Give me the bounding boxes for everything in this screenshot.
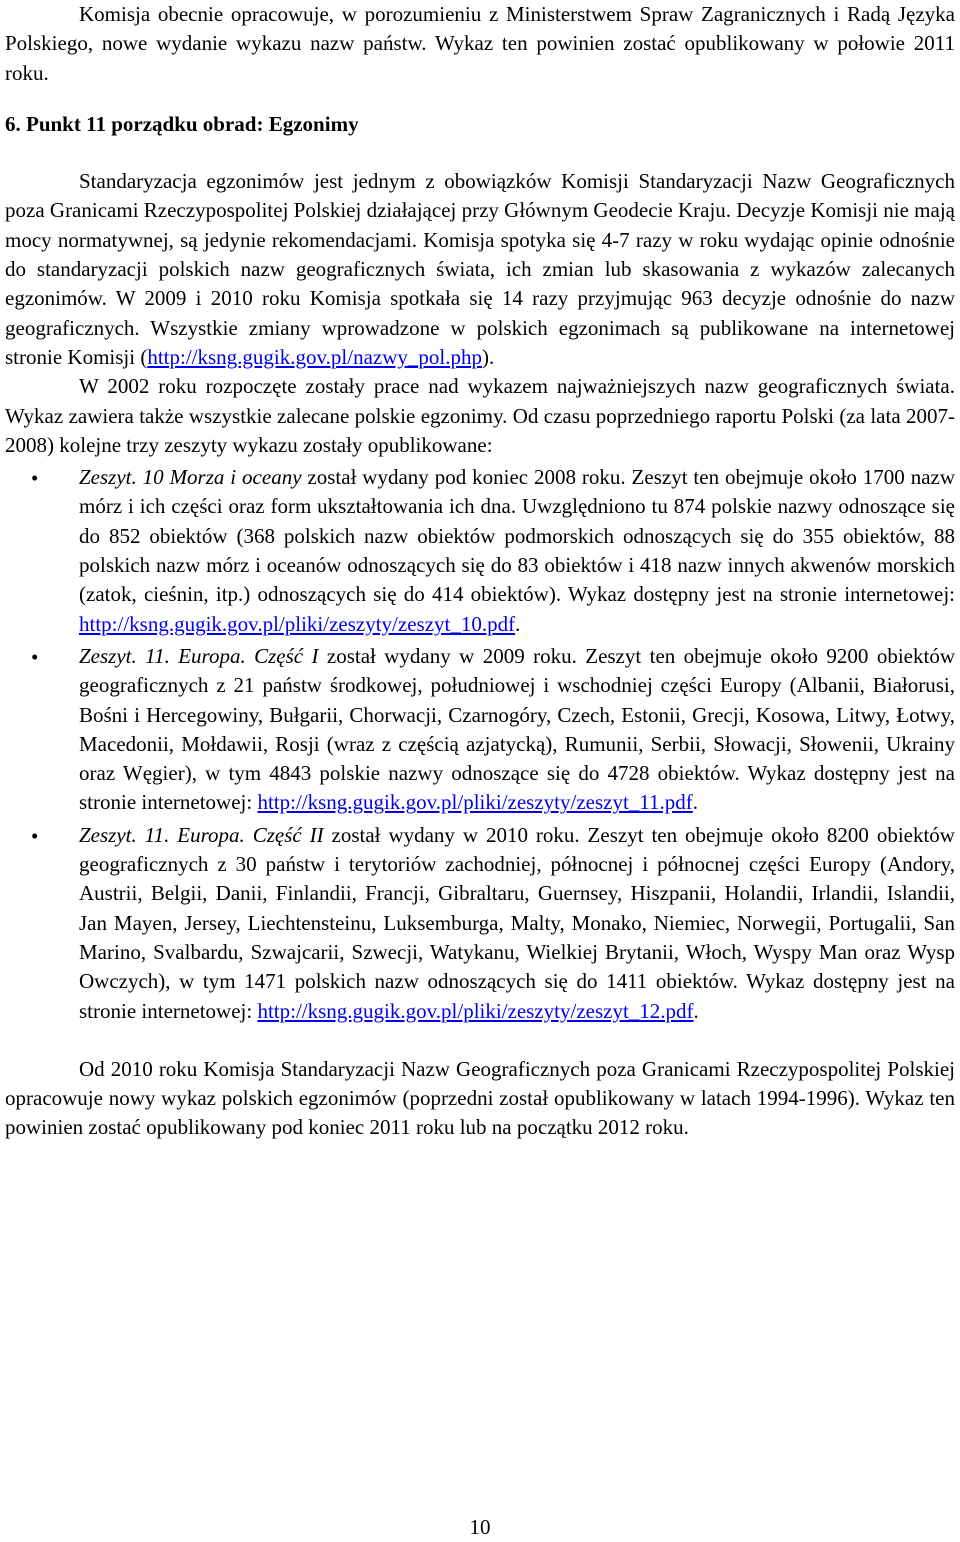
page-number: 10 (469, 1515, 491, 1539)
list-item-zeszyt-10 (5, 463, 955, 639)
paragraph-standardization (5, 167, 955, 372)
section-heading: 6. Punkt 11 porządku obrad: Egzonimy (5, 111, 359, 136)
bullet-icon: • (31, 823, 39, 848)
paragraph-text: Standaryzacja egzonimów jest jednym z obowiązków Komisji Standaryzacji Nazw Geograficznych poza Granicami Rzeczypospolitej Polskiej działającej przy Głównym Geodecie Kraju. Decyzje Komisji nie mają mocy normatywnej, są jedynie rekomendacjami. Komisja spotyka się 4-7 razy w roku wydając opinie odnośnie do standaryzacji polskich nazw geograficznych świata, ich zmian lub skasowania z wykazów zalecanych egzonimów. W 2009 i 2010 roku Komisja spotkała się 14 razy przyjmując 963 decyzje odnośnie do nazw geograficznych. Wszystkie zmiany wprowadzone w polskich egzonimach są publikowane na internetowej stronie Komisji ( (5, 169, 955, 369)
paragraph-wykaz: W 2002 roku rozpoczęte zostały prace nad wykazem najważniejszych nazw geograficznych świata. Wykaz zawiera także wszystkie zalecane polskie egzonimy. Od czasu poprzedniego raportu Polski (za lata 2007-2008) kolejne trzy zeszyty wykazu zostały opublikowane: (5, 374, 955, 457)
link-zeszyt-12[interactable]: http://ksng.gugik.gov.pl/pliki/zeszyty/zeszyt_12.pdf (257, 998, 694, 1023)
link-zeszyt-10[interactable]: http://ksng.gugik.gov.pl/pliki/zeszyty/zeszyt_10.pdf (79, 611, 516, 636)
bullet-icon: • (31, 644, 39, 669)
list-item-zeszyt-11-part-2 (5, 821, 955, 1026)
paragraph-end: ). (481, 344, 495, 369)
link-zeszyt-11[interactable]: http://ksng.gugik.gov.pl/pliki/zeszyty/zeszyt_11.pdf (257, 790, 693, 815)
item-title: Zeszyt. 11. Europa. Część II (79, 822, 324, 847)
list-item-zeszyt-11-part-1 (5, 642, 955, 818)
bullet-icon: • (31, 466, 39, 491)
item-end: . (693, 998, 699, 1023)
item-end: . (692, 790, 699, 815)
item-end: . (515, 611, 521, 636)
paragraph-new-wykaz: Od 2010 roku Komisja Standaryzacji Nazw Geograficznych poza Granicami Rzeczypospolitej Polskiej opracowuje nowy wykaz polskich egzonimów (poprzedni został opublikowany w latach 1994-1996). Wykaz ten powinien zostać opublikowany pod koniec 2011 roku lub na początku 2012 roku. (5, 1056, 955, 1140)
link-nazwy-pol[interactable]: http://ksng.gugik.gov.pl/nazwy_pol.php (147, 344, 482, 369)
item-text: został wydany w 2010 roku. Zeszyt ten obejmuje około 8200 obiektów geograficznych z 30 państw i terytoriów zachodniej, północnej i północnej części Europy (Andory, Austrii, Belgii, Danii, Finlandii, Francji, Gibraltaru, Guernsey, Hiszpanii, Holandii, Irlandii, Islandii, Jan Mayen, Jersey, Liechtensteinu, Luksemburga, Malty, Monako, Niemiec, Norwegii, Portugalii, San Marino, Svalbardu, Szwajcarii, Szwecji, Watykanu, Wielkiej Brytanii, Włoch, Wyspy Man oraz Wysp Owczych), w tym 1471 polskich nazw odnoszących się do 1411 obiektów. Wykaz dostępny jest na stronie internetowej: (79, 822, 955, 1023)
item-text: został wydany pod koniec 2008 roku. Zeszyt ten obejmuje około 1700 nazw mórz i ich części oraz form ukształtowania ich dna. Uwzględniono tu 874 polskie nazwy odnoszące się do 852 obiektów (368 polskich nazw obiektów podmorskich odnoszących się do 355 obiektów, 88 polskich nazw mórz i oceanów odnoszących się do 83 obiektów i 418 nazw innych akwenów morskich (zatok, cieśnin, itp.) odnoszących się do 414 obiektów). Wykaz dostępny jest na stronie internetowej: (79, 465, 955, 607)
item-title: Zeszyt. 10 Morza i oceany (79, 465, 302, 490)
document-page (5, 0, 955, 1143)
item-text: został wydany w 2009 roku. Zeszyt ten obejmuje około 9200 obiektów geograficznych z 21 państw środkowej, południowej i wschodniej części Europy (Albanii, Białorusi, Bośni i Hercegowiny, Bułgarii, Chorwacji, Czarnogóry, Czech, Estonii, Grecji, Kosowa, Litwy, Łotwy, Macedonii, Mołdawii, Rosji (wraz z częścią azjatycką), Rumunii, Serbii, Słowacji, Słowenii, Ukrainy oraz Węgier), w tym 4843 polskie nazwy odnoszące się do 4728 obiektów. Wykaz dostępny jest na stronie internetowej: (79, 643, 955, 815)
zeszyty-list (5, 463, 955, 1026)
item-title: Zeszyt. 11. Europa. Część I (79, 643, 319, 668)
intro-paragraph: Komisja obecnie opracowuje, w porozumieniu z Ministerstwem Spraw Zagranicznych i Radą Języka Polskiego, nowe wydanie wykazu nazw państw. Wykaz ten powinien zostać opublikowany w połowie 2011 roku. (5, 2, 955, 85)
